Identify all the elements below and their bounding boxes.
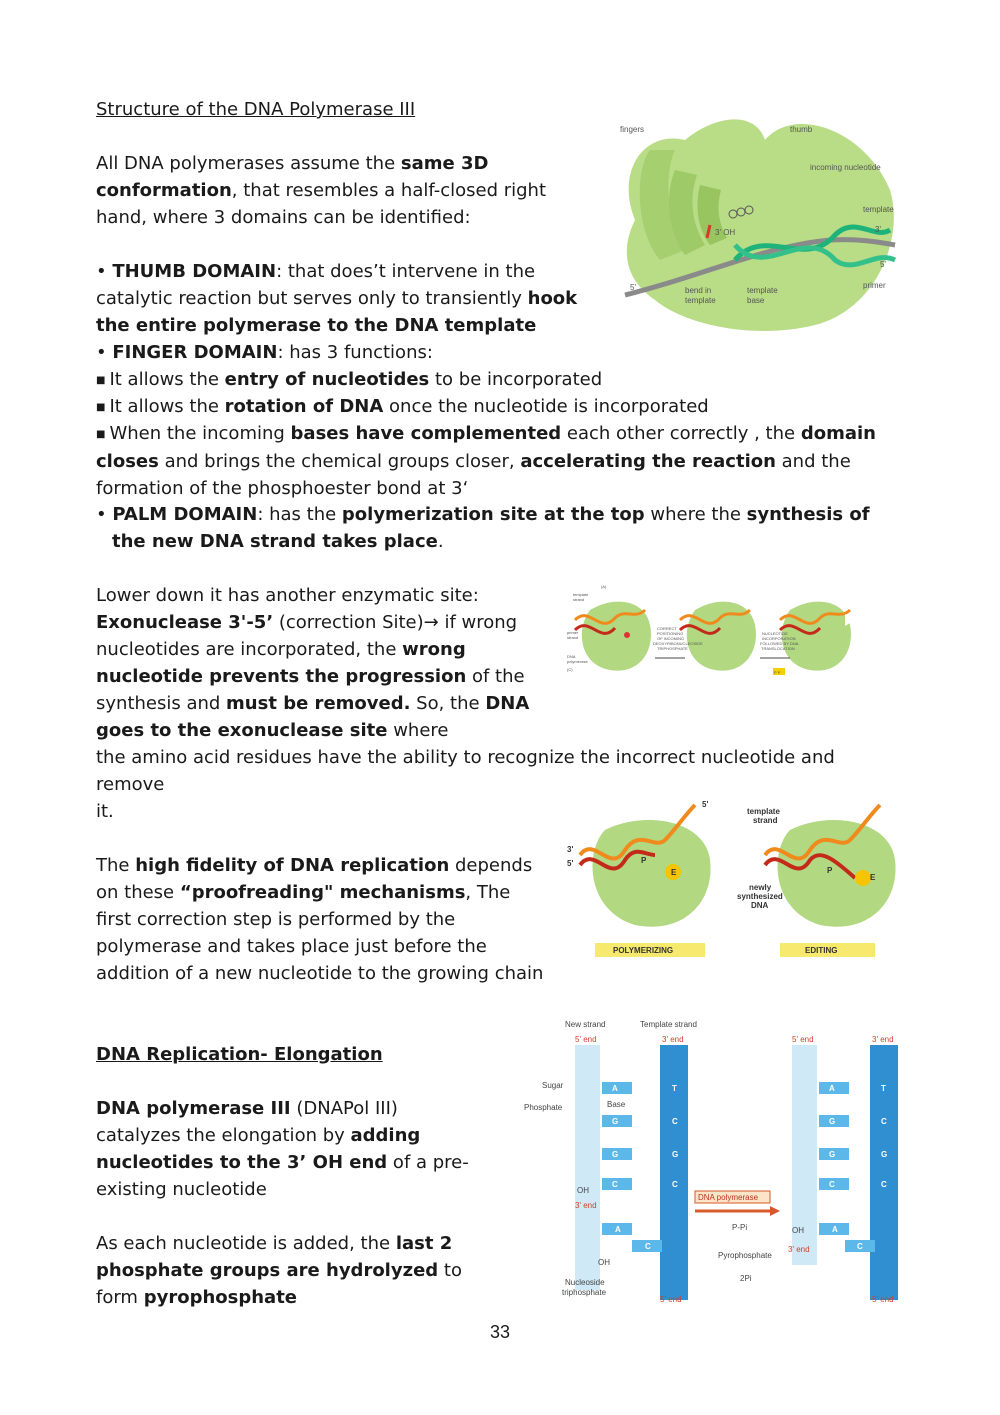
elongation-figure: [520, 1015, 905, 1310]
fig4-right-base-1: A: [829, 1084, 835, 1093]
finger-item-2: ■ It allows the rotation of DNA once the nucleotide is incorporated: [96, 396, 709, 417]
fig1-3prime-label: 3': [875, 225, 881, 234]
fig1-template-base-label-2: base: [747, 296, 765, 305]
fig4-new-strand-label: New strand: [565, 1020, 606, 1029]
fig2-c-label: (C): [567, 667, 573, 672]
fig4-right-tbase-3: G: [881, 1150, 888, 1159]
fig4-right-base-4: C: [829, 1180, 835, 1189]
fig3-template-label-2: strand: [753, 816, 778, 825]
fig1-oh-label: 3' OH: [715, 228, 736, 237]
section-title-structure: Structure of the DNA Polymerase III: [96, 99, 416, 120]
fig4-5end-bottom-label: 5' end: [660, 1295, 682, 1304]
fig4-left-base-5: A: [615, 1225, 621, 1234]
finger-domain-heading: • FINGER DOMAIN: has 3 functions:: [96, 342, 433, 363]
fig4-oh-label: OH: [577, 1186, 589, 1195]
fig3-p-label: P: [641, 856, 647, 865]
fig4-3end-label: 3' end: [662, 1035, 684, 1044]
fig4-sugar-label: Sugar: [542, 1081, 564, 1090]
fig2-pp-label: P P: [774, 670, 781, 675]
fig4-left-base-3: G: [612, 1150, 619, 1159]
fig4-pyrophosphate-label: Pyrophosphate: [718, 1251, 772, 1260]
intro-paragraph: All DNA polymerases assume the same 3D conformation, that resembles a half-closed right hand, where 3 domains can be identified:: [96, 153, 547, 228]
fig4-left-tbase-1: T: [672, 1084, 677, 1093]
fig2-template-label-2: strand: [573, 597, 585, 602]
fig4-right-tbase-1: T: [881, 1084, 886, 1093]
fig1-fingers-label: fingers: [620, 125, 645, 134]
fig3-e-label: E: [671, 868, 677, 877]
page-number: 33: [489, 1322, 511, 1342]
fig4-left-base-1: A: [612, 1084, 618, 1093]
fig4-3end-right-label: 3' end: [872, 1035, 894, 1044]
fig1-template-base-label: template: [747, 286, 778, 295]
exonuclease-cycle-figure: [565, 580, 885, 690]
fig3-dna-label: DNA: [751, 901, 769, 910]
fig3-template-label: template: [747, 807, 780, 816]
fig3-3prime-label: 3': [567, 845, 574, 854]
fig4-right-base-6: C: [857, 1242, 863, 1251]
fig4-triphosphate-label: triphosphate: [562, 1288, 607, 1297]
fig2-template-label: template: [573, 592, 589, 597]
fig4-right-base-5: A: [832, 1225, 838, 1234]
fig4-left-tbase-4: C: [672, 1180, 678, 1189]
fig2-correct-2: POSITIONING: [657, 631, 684, 636]
fig2-inc-1: NUCLEOTIDE: [762, 631, 788, 636]
fig4-left-base-2: G: [612, 1117, 619, 1126]
fig2-primer-label: primer: [567, 630, 579, 635]
fig4-5end-label: 5' end: [575, 1035, 597, 1044]
fig4-left-base-6: C: [645, 1242, 651, 1251]
elongation-paragraph: DNA polymerase III (DNAPol III) catalyzes the elongation by adding nucleotides to the 3’ OH end of a pre-existing nucleotide: [96, 1098, 469, 1200]
fig4-dna-polymerase-label: DNA polymerase: [698, 1193, 759, 1202]
fig2-correct-1: CORRECT: [657, 626, 677, 631]
exonuclease-continued: the amino acid residues have the ability to recognize the incorrect nucleotide and remove: [96, 747, 835, 795]
fig4-left-base-4: C: [612, 1180, 618, 1189]
fig4-ppi-label: P-Pi: [732, 1223, 748, 1232]
fig4-2pi-label: 2Pi: [740, 1274, 752, 1283]
section-title-elongation: DNA Replication- Elongation: [96, 1044, 383, 1065]
fig1-thumb-label: thumb: [790, 125, 813, 134]
fig2-dna-label-2: polymerase: [567, 659, 588, 664]
fig4-phosphate-label: Phosphate: [524, 1103, 563, 1112]
fig2-correct-3: OF INCOMING: [657, 636, 685, 641]
finger-item-1: ■ It allows the entry of nucleotides to be incorporated: [96, 369, 603, 390]
fig2-inc-4: TRANSLOCATION: [761, 646, 795, 651]
fig2-primer-label-2: strand: [567, 635, 579, 640]
fig1-incoming-label: incoming nucleotide: [810, 163, 881, 172]
fig4-oh-right-label: OH: [792, 1226, 804, 1235]
fig1-template-label: template: [863, 205, 894, 214]
pyrophosphate-paragraph: As each nucleotide is added, the last 2 phosphate groups are hydrolyzed to form pyrophosphate: [96, 1233, 462, 1308]
fig3-5prime-left-label: 5': [567, 859, 574, 868]
fig4-right-base-2: G: [829, 1117, 836, 1126]
fig2-inc-3: FOLLOWED BY DNA: [760, 641, 799, 646]
fig1-5prime-label: 5': [880, 260, 886, 269]
finger-item-3: ■ When the incoming bases have complemented each other correctly , the domain closes and brings the chemical groups closer, accelerating the reaction and the formation of the phosphoester bond at 3‘: [96, 423, 876, 499]
fig4-oh2-label: OH: [598, 1258, 610, 1267]
fig4-template-strand-label: Template strand: [640, 1020, 697, 1029]
fig4-3end-mid-label: 3' end: [575, 1201, 597, 1210]
fig1-bend-label-2: template: [685, 296, 716, 305]
fig1-5prime-left-label: 5': [630, 283, 636, 292]
fig2-inc-2: INCORPORATION: [762, 636, 796, 641]
fig3-polymerizing-label: POLYMERIZING: [613, 946, 674, 955]
fig4-3end-right2-label: 3' end: [788, 1245, 810, 1254]
fig4-right-tbase-4: C: [881, 1180, 887, 1189]
fig4-left-tbase-2: C: [672, 1117, 678, 1126]
fig3-e2-label: E: [870, 873, 876, 882]
fig4-left-tbase-3: G: [672, 1150, 679, 1159]
proofreading-figure: [565, 800, 905, 965]
fig1-bend-label: bend in: [685, 286, 712, 295]
fig4-5end-right-label: 5' end: [792, 1035, 814, 1044]
fig2-a-label: (A): [601, 584, 607, 589]
fig3-synthesized-label: synthesized: [737, 892, 783, 901]
exonuclease-end: it.: [96, 801, 114, 822]
fig4-right-tbase-2: C: [881, 1117, 887, 1126]
fig3-5prime-label: 5': [702, 800, 709, 809]
fig1-primer-label: primer: [863, 281, 886, 290]
fig2-correct-4: DEOXYRIBONUCLEOSIDE: [653, 641, 703, 646]
fig4-nucleoside-label: Nucleoside: [565, 1278, 605, 1287]
thumb-domain-paragraph: • THUMB DOMAIN: that does’t intervene in the catalytic reaction but serves only to transiently hook the entire polymerase to the DNA template: [96, 261, 578, 336]
fig4-right-base-3: G: [829, 1150, 836, 1159]
exonuclease-paragraph: Lower down it has another enzymatic site: Exonuclease 3'-5’ (correction Site)→ if wrong nucleotides are incorporated, the wrong nucleotide prevents the progression of the synthesis and must be removed. So, the DNA goes to the exonuclease site where: [96, 585, 530, 741]
fig4-5end-bottom-right-label: 5' end: [872, 1295, 894, 1304]
fig4-base-label: Base: [607, 1100, 626, 1109]
polymerase-structure-figure: [605, 110, 905, 340]
fig2-correct-5: TRIPHOSPHATE: [657, 646, 688, 651]
fig3-newly-label: newly: [749, 883, 772, 892]
fidelity-paragraph: The high fidelity of DNA replication depends on these “proofreading" mechanisms, The first correction step is performed by the polymerase and takes place just before the addition of a new nucleotide to the growing chain: [96, 855, 544, 984]
palm-domain-paragraph: • PALM DOMAIN: has the polymerization site at the top where the synthesis of the new DNA strand takes place.: [96, 504, 870, 552]
fig2-dna-label: DNA: [567, 654, 576, 659]
fig3-p2-label: P: [827, 866, 833, 875]
fig3-editing-label: EDITING: [805, 946, 838, 955]
